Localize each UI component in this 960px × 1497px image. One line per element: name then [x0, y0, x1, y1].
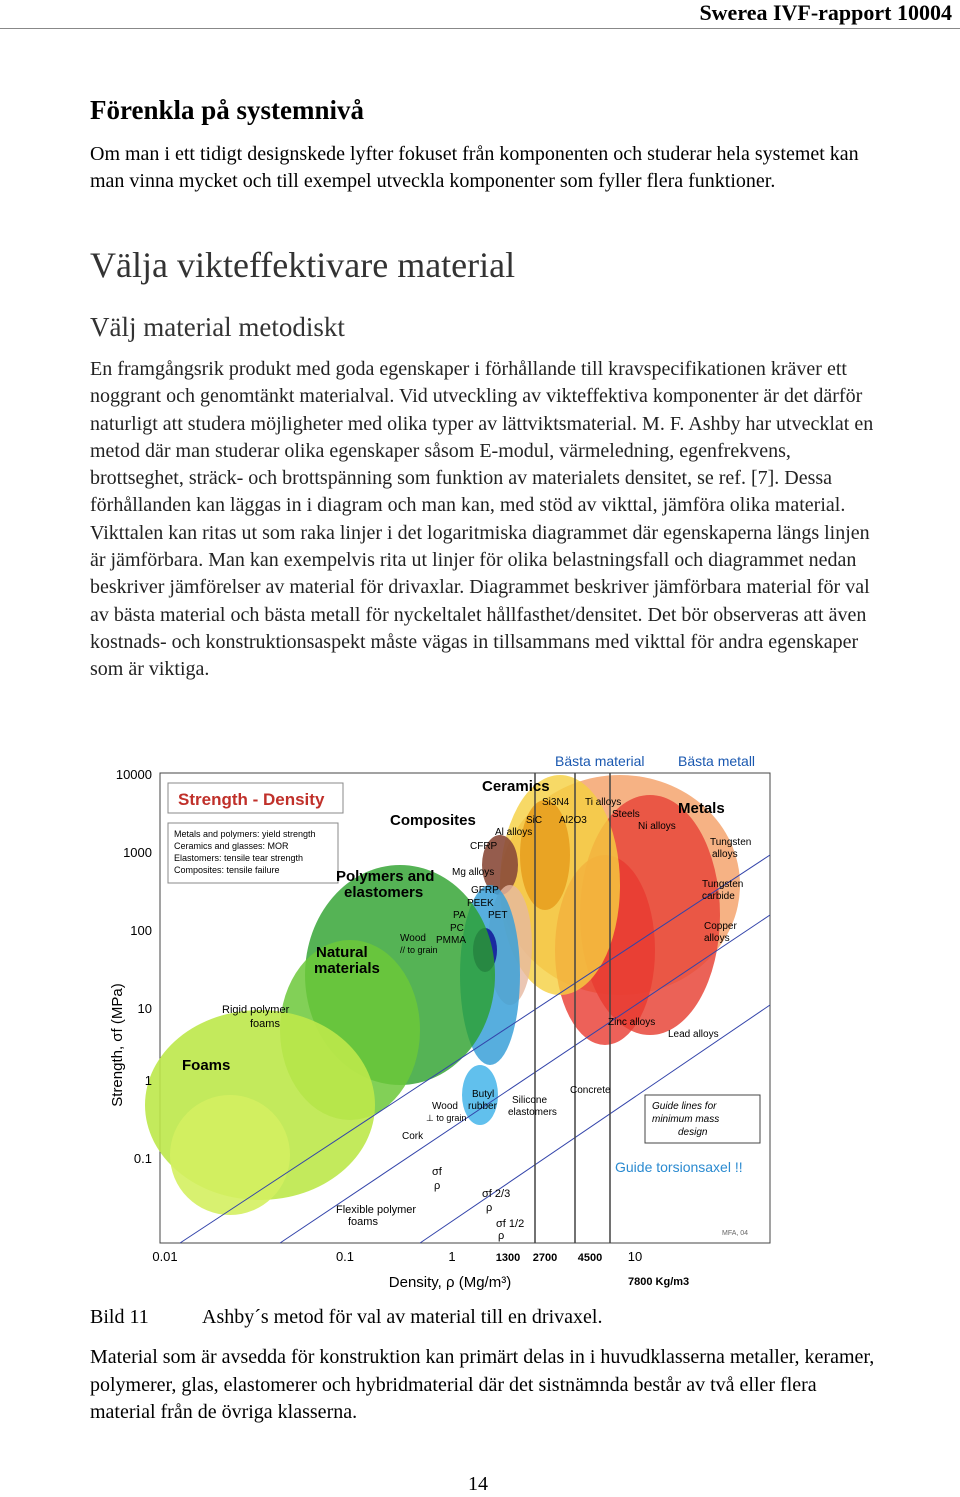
label-al2o3: Al2O3: [559, 815, 587, 826]
label-natural: Natural: [316, 944, 368, 961]
label-metals: Metals: [678, 800, 725, 817]
guide-box-line: minimum mass: [652, 1114, 720, 1125]
report-header: Swerea IVF-rapport 10004: [699, 0, 952, 25]
label-sic: SiC: [526, 815, 543, 826]
ytick: 1: [144, 1073, 152, 1088]
label-tungsten-carbide: Tungsten: [702, 879, 744, 890]
ytick: 100: [130, 923, 152, 938]
label-copper-alloys: alloys: [704, 933, 730, 944]
paragraph-system: Om man i ett tidigt designskede lyfter fokuset från komponenten och studerar hela systemet kan man vinna mycket och till exempel utveckla komponenter som fyller flera funktioner.: [90, 143, 859, 192]
ashby-chart: [90, 745, 780, 1295]
subheading: Välj material metodiskt: [90, 312, 345, 342]
label-ti-alloys: Ti alloys: [585, 797, 622, 808]
label-flexible-foams: Flexible polymer: [336, 1204, 417, 1216]
label-wood-perp: Wood: [432, 1101, 458, 1112]
label-steels: Steels: [612, 809, 640, 820]
label-wood-perp: ⊥ to grain: [426, 1113, 467, 1123]
label-butyl: rubber: [468, 1101, 497, 1112]
ytick: 0.1: [133, 1151, 152, 1166]
label-wood-grain: Wood: [400, 933, 426, 944]
section-heading-system: Förenkla på systemnivå: [90, 95, 365, 125]
label-index-1: σf: [432, 1166, 442, 1178]
label-si3n4: Si3N4: [542, 797, 570, 808]
ytick: 10: [137, 1001, 152, 1016]
label-wood-grain: // to grain: [400, 945, 438, 955]
note-4: Composites: tensile failure: [174, 865, 280, 875]
label-index-1: ρ: [434, 1180, 441, 1192]
note-3: Elastomers: tensile tear strength: [174, 853, 304, 863]
label-rigid-foams: foams: [250, 1018, 280, 1030]
paragraph-method: En framgångsrik produkt med goda egenskaper i förhållande till kravspecifikationen kräver ett noggrant och genomtänkt materialval. Vid utveckling av vikteffektiva komponenter är det därför naturligt att studera möjligheter med olika typer av lättviktsmaterial. M. F. Ashby har utvecklat en metod där man studerar olika egenskaper såsom E-modul, värmeledning, egenfrekvens, brottseghet, sträck- och brottspänning som funktion av materialets densitet, se ref. [7]. Dessa förhållanden kan läggas in i diagram och man kan, med stöd av vikttal, jämföra olika material. Vikttalen kan ritas ut som raka linjer i det logaritmiska diagrammet där egenskaperna längs linjen är jämförbara. Man kan exempelvis rita ut linjer för olika belastningsfall och diagrammet nedan beskriver jämförelser av material för drivaxlar. Diagrammet beskriver jämförbara material för val av bästa material och bästa metall för nyckeltalet hållfasthet/densitet. Det bör observeras att även kostnads- och konstruktionsaspekt måste vägas in tillsammans med vikttal för andra egenskaper som är viktiga.: [90, 358, 874, 681]
note-1: Metals and polymers: yield strength: [174, 829, 316, 839]
label-flexible-foams: foams: [348, 1216, 378, 1228]
label-silicone: elastomers: [508, 1107, 557, 1118]
label-cfrp: CFRP: [470, 841, 498, 852]
label-al-alloys: Al alloys: [495, 827, 533, 838]
label-tungsten-alloys: alloys: [712, 849, 738, 860]
label-lead-alloys: Lead alloys: [668, 1029, 719, 1040]
figure-caption-number: Bild 11: [90, 1306, 149, 1328]
note-2: Ceramics and glasses: MOR: [174, 841, 289, 851]
label-ni-alloys: Ni alloys: [638, 821, 676, 832]
xtick: 0.01: [152, 1249, 178, 1264]
label-mg-alloys: Mg alloys: [452, 867, 495, 878]
best-metal-label: Bästa metall: [678, 753, 756, 769]
label-tungsten-carbide: carbide: [702, 891, 735, 902]
label-foams: Foams: [182, 1057, 231, 1074]
guide-box-line: Guide lines for: [652, 1101, 717, 1112]
label-index-2: ρ: [486, 1202, 493, 1214]
chapter-heading: Välja vikteffektivare material: [90, 245, 516, 285]
xtick: 1: [448, 1249, 456, 1264]
label-ceramics: Ceramics: [482, 778, 550, 795]
xmark-unit: 7800 Kg/m3: [628, 1276, 690, 1288]
label-cork: Cork: [402, 1131, 424, 1142]
label-silicone: Silicone: [512, 1095, 548, 1106]
xtick: 0.1: [335, 1249, 355, 1264]
guide-torsion-label: Guide torsionsaxel !!: [615, 1159, 743, 1175]
chart-title: Strength - Density: [178, 790, 325, 809]
ytick: 1000: [123, 845, 152, 860]
label-composites: Composites: [390, 812, 476, 829]
xtick: 10: [627, 1249, 643, 1264]
label-zinc-alloys: Zinc alloys: [608, 1017, 656, 1028]
chart-credit: MFA, 04: [722, 1230, 749, 1237]
page-number: 14: [468, 1473, 488, 1495]
header-rule: [0, 28, 960, 29]
label-gfrp: GFRP: [471, 885, 499, 896]
best-material-label: Bästa material: [555, 753, 645, 769]
label-index-3: ρ: [498, 1230, 505, 1242]
xmark: 2700: [532, 1252, 558, 1264]
figure-caption-text: Ashby´s metod för val av material till en drivaxel.: [202, 1306, 603, 1328]
label-rigid-foams: Rigid polymer: [222, 1004, 290, 1016]
xmark: 4500: [577, 1252, 603, 1264]
y-axis-label: Strength, σf (MPa): [109, 983, 126, 1107]
label-polymers: Polymers and: [336, 868, 435, 885]
label-pa: PA: [453, 910, 466, 921]
xmark: 1300: [495, 1252, 521, 1264]
label-butyl: Butyl: [472, 1089, 495, 1100]
paragraph-classes: Material som är avsedda för konstruktion kan primärt delas in i huvudklasserna metaller, keramer, polymerer, glas, elastomerer och hybridmaterial där det sistnämnda består av två eller flera material från de övriga klasserna.: [90, 1346, 875, 1424]
label-polymers: elastomers: [344, 884, 424, 901]
label-index-3: σf 1/2: [496, 1218, 525, 1230]
x-axis-label: Density, ρ (Mg/m³): [388, 1274, 512, 1291]
label-pet: PET: [488, 910, 508, 921]
label-natural: materials: [314, 960, 380, 977]
label-pc: PC: [450, 923, 464, 934]
label-copper-alloys: Copper: [704, 921, 737, 932]
label-index-2: σf 2/3: [482, 1188, 511, 1200]
label-tungsten-alloys: Tungsten: [710, 837, 752, 848]
guide-box-line: design: [678, 1127, 708, 1138]
label-peek: PEEK: [467, 898, 494, 909]
label-concrete: Concrete: [570, 1085, 611, 1096]
ytick: 10000: [115, 767, 152, 782]
label-pmma: PMMA: [436, 935, 466, 946]
